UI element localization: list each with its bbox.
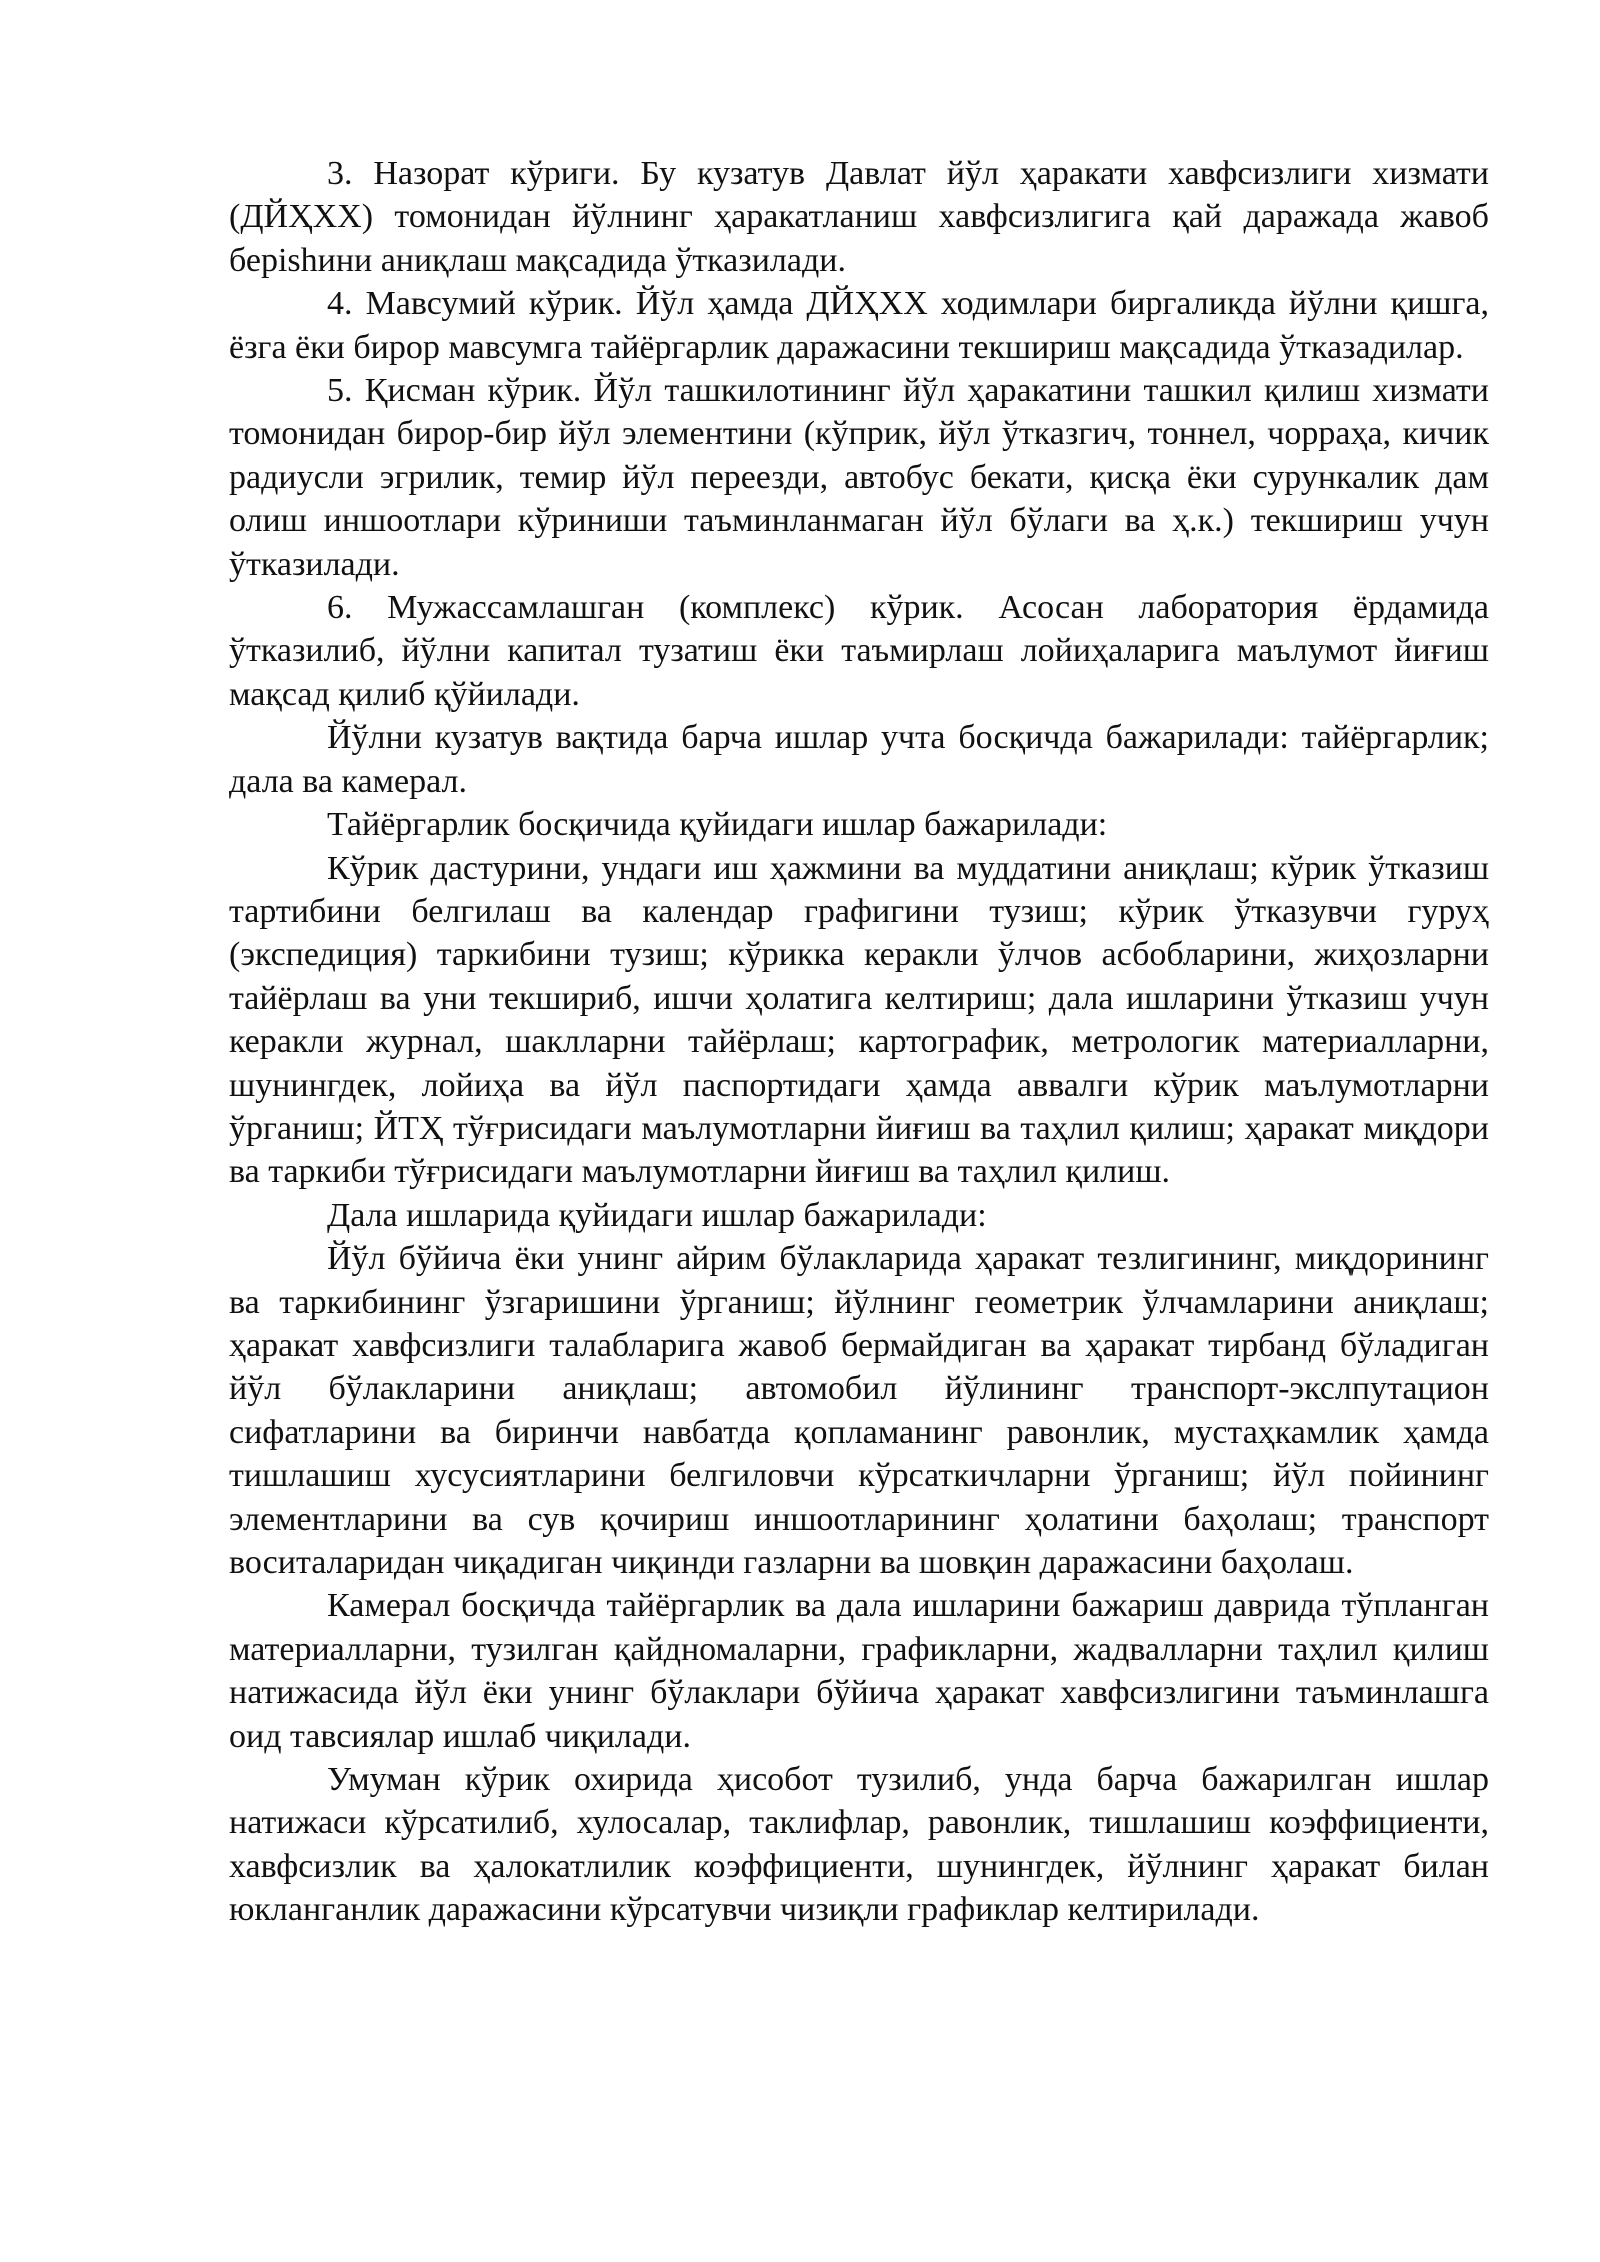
paragraph-preparation-heading: Тайёргарлик босқичида қуйидаги ишлар бажарилади: bbox=[327, 806, 1108, 844]
paragraph-seasonal-inspection: 4. Мавсумий кўрик. Йўл ҳамда ДЙҲХХ ходимлари биргаликда йўлни қишга, ёзга ёки бирор мавсумга тайёргарлик даражасини текшириш мақсадида ўтказадилар. bbox=[229, 285, 1489, 366]
paragraph-report: Умуман кўрик охирида ҳисобот тузилиб, унда барча бажарилган ишлар натижаси кўрсатилиб, хулосалар, таклифлар, равонлик, тишлашиш коэффициенти, хавфсизлик ва ҳалокатлилик коэффициенти, шунингдек, йўлнинг ҳаракат билан юкланганлик даражасини кўрсатувчи чизиқли графиклар келтирилади. bbox=[229, 1761, 1489, 1929]
paragraph-preparation-tasks: Кўрик дастурини, ундаги иш ҳажмини ва муддатини аниқлаш; кўрик ўтказиш тартибини белгилаш ва календар графигини тузиш; кўрик ўтказувчи гуруҳ (экспедиция) таркибини тузиш; кўрикка керакли ўлчов асбобларини, жиҳозларни тайёрлаш ва уни текшириб, ишчи ҳолатига келтириш; дала ишларини ўтказиш учун керакли журнал, шаклларни тайёрлаш; картографик, метрологик материалларни, шунингдек, лойиҳа ва йўл паспортидаги ҳамда аввалги кўрик маълумотларни ўрганиш; ЙТҲ тўғрисидаги маълумотларни йиғиш ва таҳлил қилиш; ҳаракат миқдори ва таркиби тўғрисидаги маълумотларни йиғиш ва таҳлил қилиш. bbox=[229, 849, 1489, 1191]
paragraph-office-stage: Камерал босқичда тайёргарлик ва дала ишларини бажариш даврида тўпланган материалларни, тузилган қайдномаларни, графикларни, жадвалларни таҳлил қилиш натижасида йўл ёки унинг бўлаклари бўйича ҳаракат хавфсизлигини таъминлашга оид тавсиялар ишлаб чиқилади. bbox=[229, 1587, 1489, 1755]
paragraph-partial-inspection: 5. Қисман кўрик. Йўл ташкилотининг йўл ҳаракатини ташкил қилиш хизмати томонидан бирор-бир йўл элементини (кўприк, йўл ўтказгич, тоннел, чорраҳа, кичик радиусли эгрилик, темир йўл переезди, автобус бекати, қисқа ёки сурункалик дам олиш иншоотлари кўриниши таъминланмаган йўл бўлаги ва ҳ.к.) текшириш учун ўтказилади. bbox=[229, 372, 1489, 583]
paragraph-control-inspection: 3. Назорат кўриги. Бу кузатув Давлат йўл ҳаракати хавфсизлиги хизмати (ДЙҲХХ) томонидан йўлнинг ҳаракатланиш хавфсизлигига қай даражада жавоб берishини аниқлаш мақсадида ўтказилади. bbox=[229, 155, 1489, 279]
paragraph-field-tasks: Йўл бўйича ёки унинг айрим бўлакларида ҳаракат тезлигининг, миқдорининг ва таркибининг ўзгаришини ўрганиш; йўлнинг геометрик ўлчамларини аниқлаш; ҳаракат хавфсизлиги талабларига жавоб бермайдиган ва ҳаракат тирбанд бўладиган йўл бўлакларини аниқлаш; автомобил йўлининг транспорт-экслпутацион сифатларини ва биринчи навбатда қопламанинг равонлик, мустаҳкамлик ҳамда тишлашиш хусусиятларини белгиловчи кўрсаткичларни ўрганиш; йўл пойининг элементларини ва сув қочириш иншоотларининг ҳолатини баҳолаш; транспорт воситаларидан чиқадиган чиқинди газларни ва шовқин даражасини баҳолаш. bbox=[229, 1240, 1489, 1581]
paragraph-field-heading: Дала ишларида қуйидаги ишлар бажарилади: bbox=[327, 1196, 987, 1234]
document-body bbox=[229, 152, 1489, 1932]
paragraph-complex-inspection: 6. Мужассамлашган (комплекс) кўрик. Асосан лаборатория ёрдамида ўтказилиб, йўлни капитал тузатиш ёки таъмирлаш лойиҳаларига маълумот йиғиш мақсад қилиб қўйилади. bbox=[229, 589, 1489, 713]
paragraph-stages: Йўлни кузатув вақтида барча ишлар учта босқичда бажарилади: тайёргарлик; дала ва камерал. bbox=[229, 719, 1489, 800]
